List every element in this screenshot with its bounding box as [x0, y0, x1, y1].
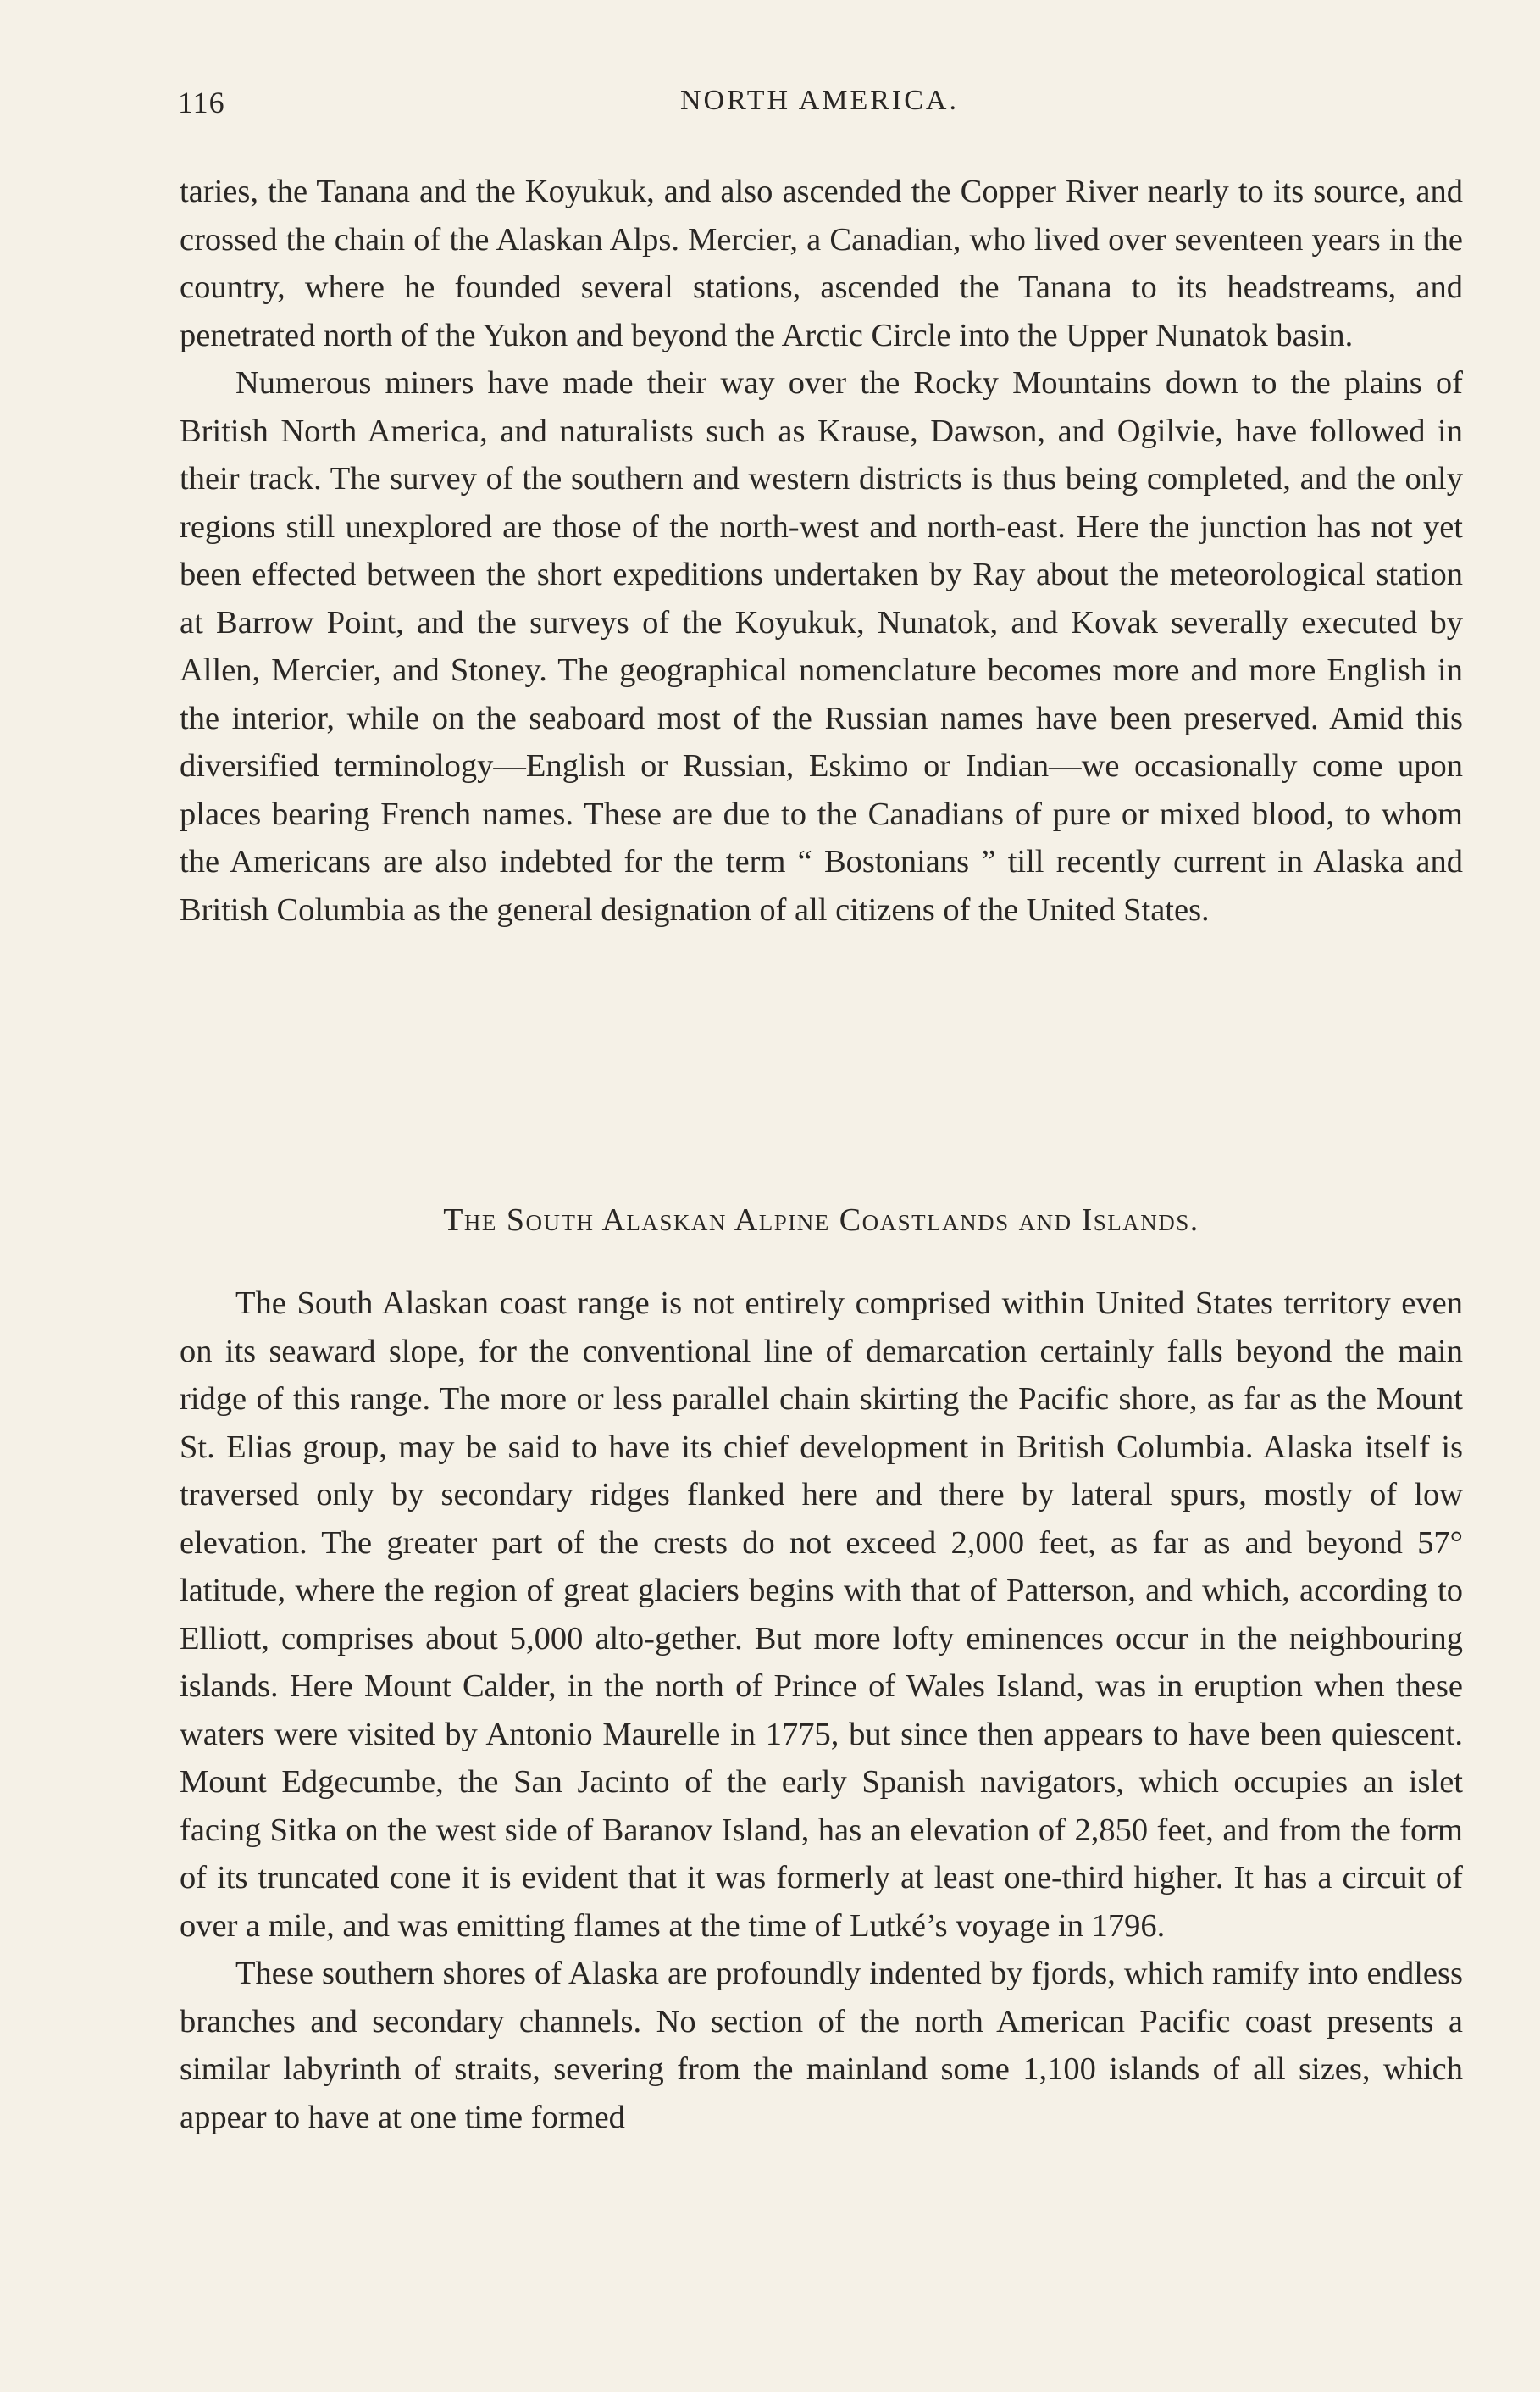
running-head: [178, 85, 1461, 127]
paragraph: The South Alaskan coast range is not entirely comprised within United States territory even on its seaward slope, for the conventional line of demarcation certainly falls beyond the main ridge of this range. The more or less parallel chain skirting the Pacific shore, as far as the Mount St. Elias group, may be said to have its chief development in British Columbia. Alaska itself is traversed only by secondary ridges flanked here and there by lateral spurs, mostly of low elevation. The greater part of the crests do not exceed 2,000 feet, as far as and beyond 57° latitude, where the region of great glaciers begins with that of Patterson, and which, according to Elliott, comprises about 5,000 alto-gether. But more lofty eminences occur in the neighbouring islands. Here Mount Calder, in the north of Prince of Wales Island, was in eruption when these waters were visited by Antonio Maurelle in 1775, but since then appears to have been quiescent. Mount Edgecumbe, the San Jacinto of the early Spanish navigators, which occupies an islet facing Sitka on the west side of Baranov Island, has an elevation of 2,850 feet, and from the form of its truncated cone it is evident that it was formerly at least one-third higher. It has a circuit of over a mile, and was emitting flames at the time of Lutké’s voyage in 1796.: [180, 1285, 1463, 1944]
running-title: NORTH AMERICA.: [680, 85, 959, 116]
paragraph-continued: taries, the Tanana and the Koyukuk, and also ascended the Copper River nearly to its source, and crossed the chain of the Alaskan Alps. Mercier, a Canadian, who lived over seventeen years in the country, where he founded several stations, ascended the Tanana to its headstreams, and penetrated north of the Yukon and beyond the Arctic Circle into the Upper Nunatok basin.: [180, 174, 1463, 353]
paragraph: Numerous miners have made their way over the Rocky Mountains down to the plains of British North America, and naturalists such as Krause, Dawson, and Ogilvie, have followed in their track. The survey of the southern and western districts is thus being completed, and the only regions still unexplored are those of the north-west and north-east. Here the junction has not yet been effected between the short expeditions undertaken by Ray about the meteorological station at Barrow Point, and the surveys of the Koyukuk, Nunatok, and Kovak severally executed by Allen, Mercier, and Stoney. The geographical nomenclature becomes more and more English in the interior, while on the seaboard most of the Russian names have been preserved. Amid this diversified terminology—English or Russian, Eskimo or Indian—we occasionally come upon places bearing French names. These are due to the Canadians of pure or mixed blood, to whom the Americans are also indebted for the term “ Bostonians ” till recently current in Alaska and British Columbia as the general designation of all citizens of the United States.: [180, 365, 1463, 928]
section-heading: The South Alaskan Alpine Coastlands and Islands.: [443, 1202, 1199, 1238]
text-block-lower: [180, 1279, 1463, 2141]
paragraph: These southern shores of Alaska are profoundly indented by fjords, which ramify into endless branches and secondary channels. No section of the north American Pacific coast presents a similar labyrinth of straits, severing from the mainland some 1,100 islands of all sizes, which appear to have at one time formed: [180, 1956, 1463, 2135]
page-number: 116: [178, 86, 225, 119]
text-block-upper: [180, 168, 1463, 934]
